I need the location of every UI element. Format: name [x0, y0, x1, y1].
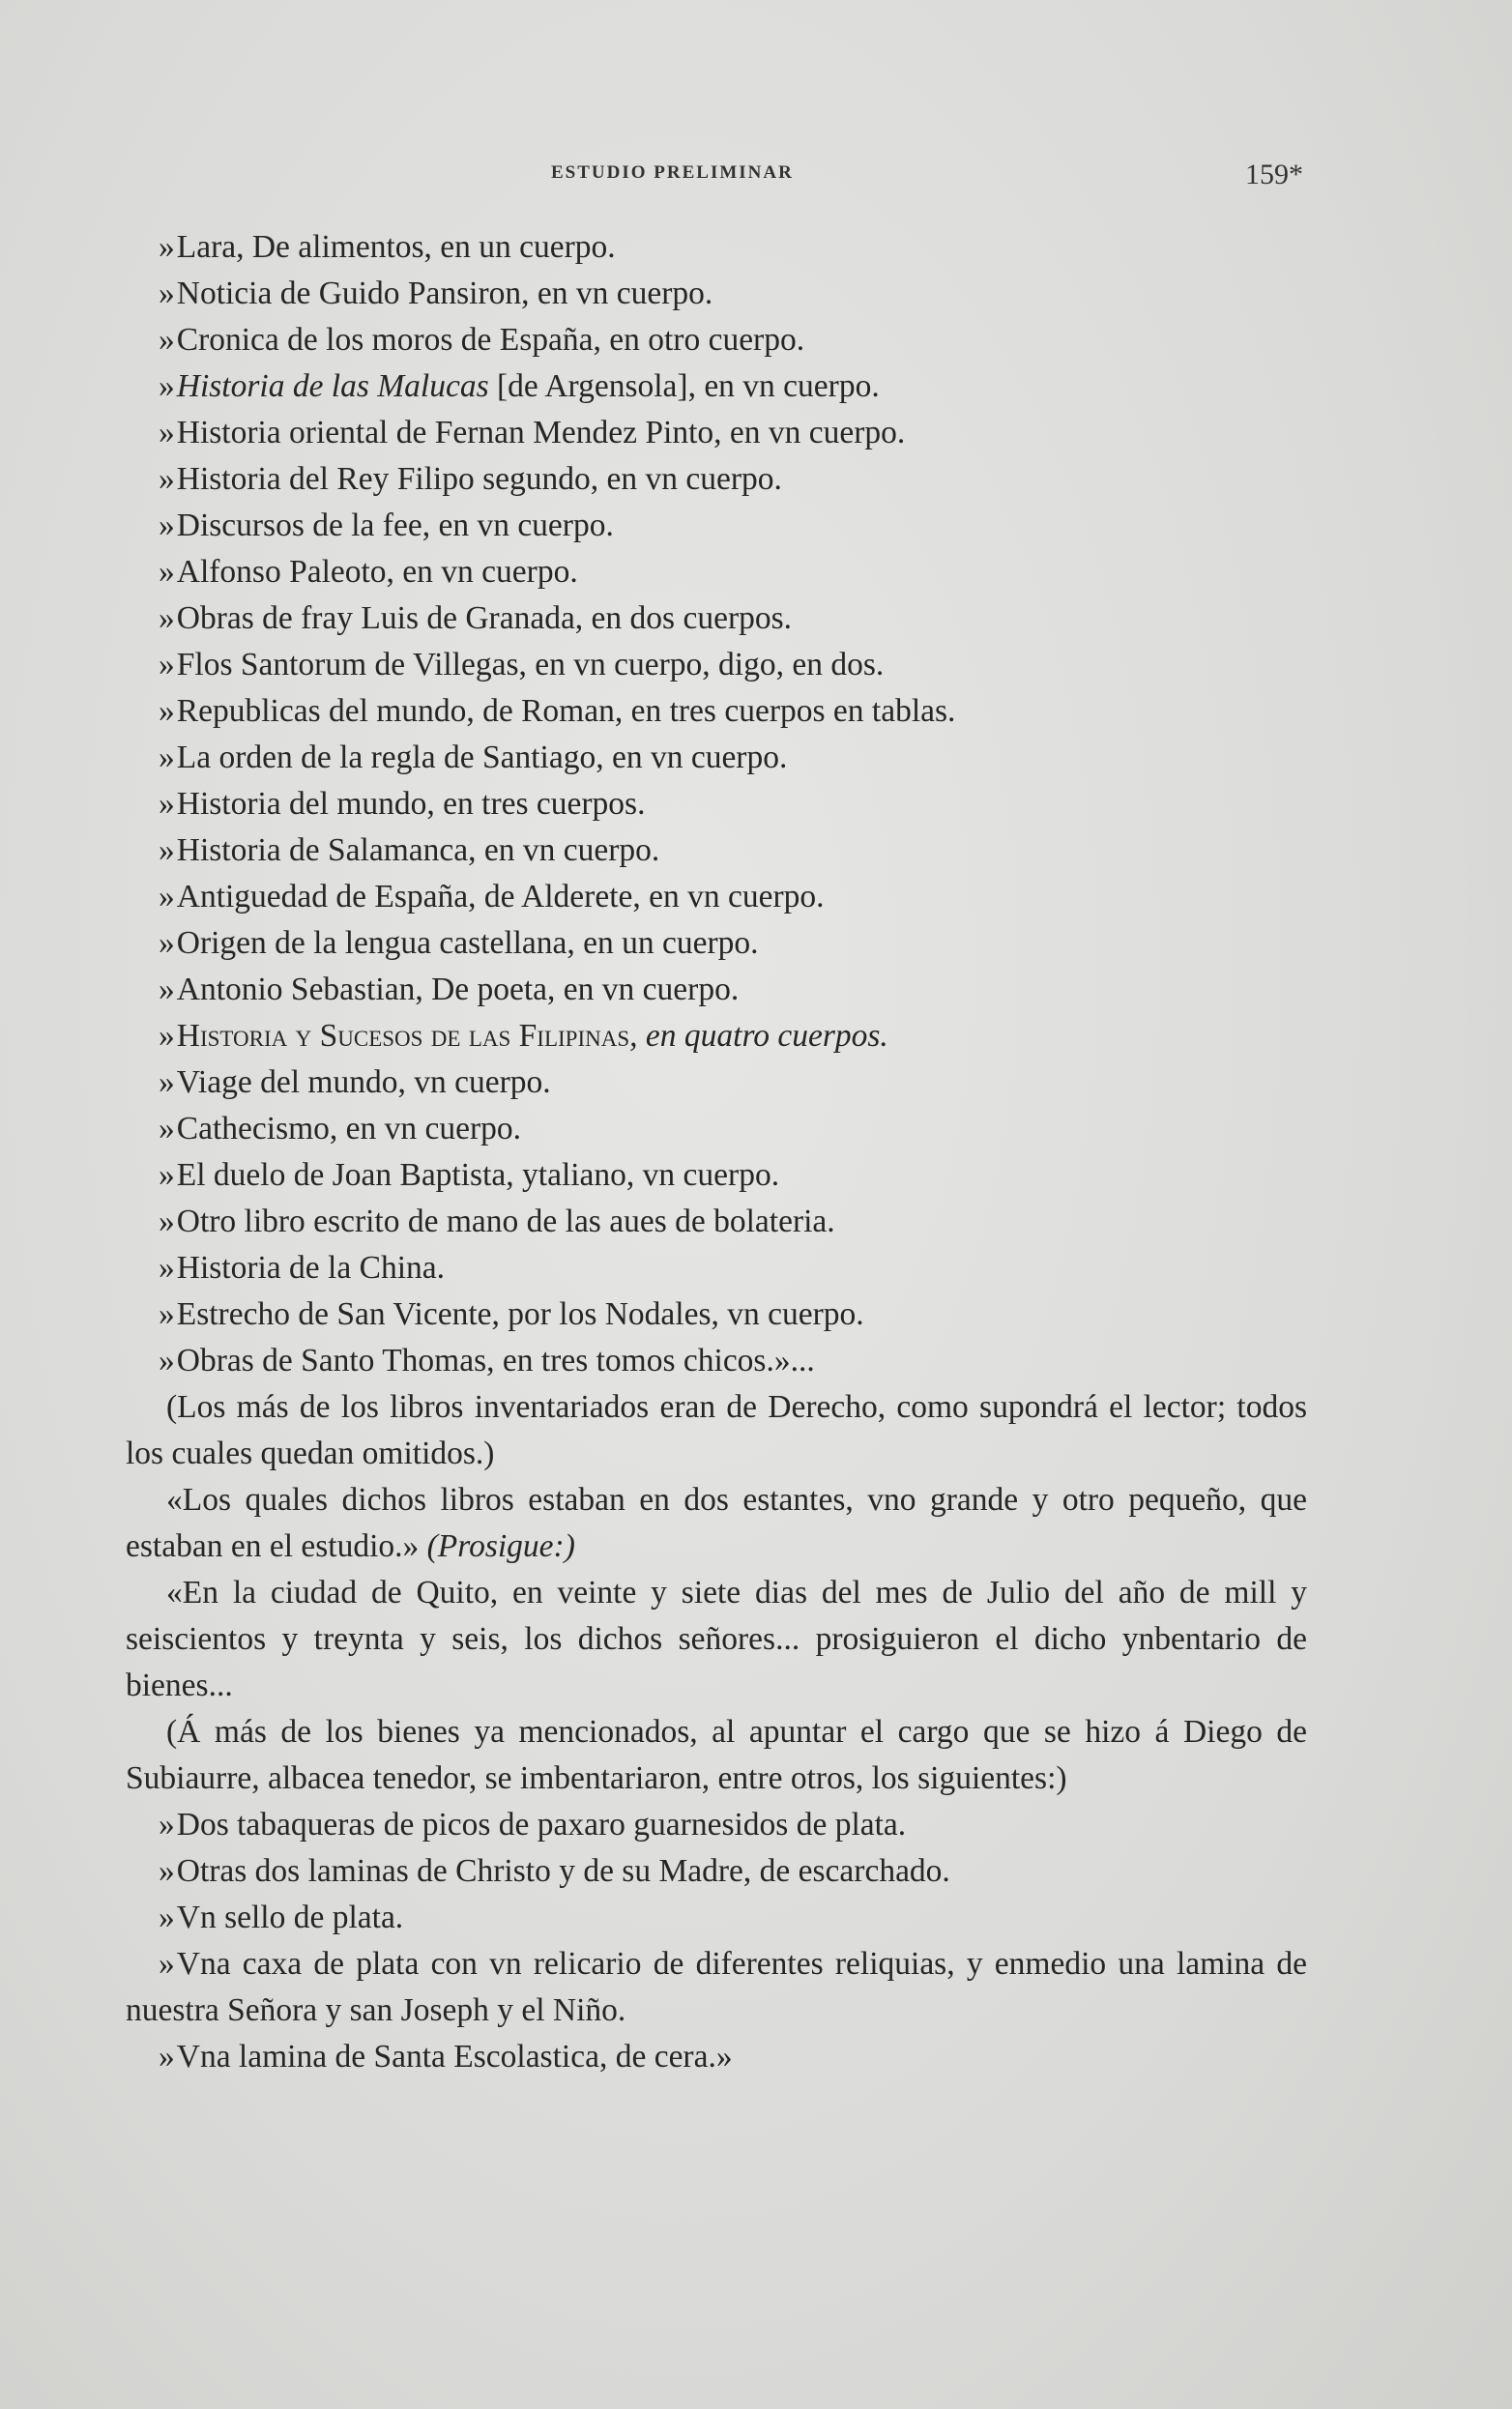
- entry-text: Republicas del mundo, de Roman, en tres cuerpos en tablas.: [176, 693, 956, 729]
- open-quote-mark: »: [159, 1157, 175, 1193]
- entry-text: Antonio Sebastian, De poeta, en vn cuerpo.: [176, 972, 740, 1007]
- page-header: [126, 159, 1324, 201]
- open-quote-mark: »: [159, 1296, 175, 1332]
- inventory-entry: [126, 688, 1307, 735]
- open-quote-mark: »: [159, 1946, 175, 1982]
- entry-text: Obras de fray Luis de Granada, en dos cuerpos.: [176, 600, 793, 636]
- inventory-item: [126, 1848, 1307, 1895]
- open-quote-mark: »: [159, 832, 175, 868]
- entry-text: Obras de Santo Thomas, en tres tomos chicos.»...: [176, 1343, 815, 1379]
- inventory-item: [126, 1941, 1307, 2034]
- quoted-paragraph: «En la ciudad de Quito, en veinte y siete dias del mes de Julio del año de mill y seiscientos y treynta y seis, los dichos señores... prosiguieron el dicho ynbentario de bienes...: [126, 1575, 1307, 1703]
- editor-note: (Los más de los libros inventariados eran de Derecho, como supondrá el lector; todos los cuales quedan omitidos.): [126, 1389, 1307, 1471]
- open-quote-mark: »: [159, 276, 175, 311]
- inventory-entry: [126, 920, 1307, 967]
- open-quote-mark: »: [159, 972, 175, 1007]
- inventory-entry: [126, 271, 1307, 317]
- open-quote-mark: »: [159, 229, 175, 265]
- inventory-entry: [126, 456, 1307, 503]
- entry-text: Cathecismo, en vn cuerpo.: [176, 1111, 522, 1146]
- open-quote-mark: »: [159, 368, 175, 404]
- open-quote-mark: »: [159, 2039, 175, 2075]
- open-quote-mark: »: [159, 1853, 175, 1889]
- entry-text: Noticia de Guido Pansiron, en vn cuerpo.: [176, 276, 713, 311]
- inventory-entry: [126, 781, 1307, 827]
- inventory-entry: [126, 363, 1307, 410]
- open-quote-mark: »: [159, 554, 175, 590]
- inventory-item: [126, 2034, 1307, 2080]
- item-text: Vn sello de plata.: [176, 1900, 404, 1935]
- entry-text: La orden de la regla de Santiago, en vn cuerpo.: [176, 740, 788, 775]
- inventory-item: [126, 1895, 1307, 1941]
- inventory-book-list: [126, 224, 1307, 1384]
- open-quote-mark: »: [159, 1343, 175, 1379]
- entry-text: El duelo de Joan Baptista, ytaliano, vn cuerpo.: [176, 1157, 780, 1193]
- open-quote-mark: »: [159, 1111, 175, 1146]
- entry-text: , en quatro cuerpos.: [629, 1018, 888, 1054]
- open-quote-mark: »: [159, 1018, 175, 1054]
- open-quote-mark: »: [159, 415, 175, 450]
- open-quote-mark: »: [159, 1807, 175, 1843]
- inventory-entry: [126, 1245, 1307, 1292]
- inventory-entry: [126, 735, 1307, 781]
- entry-text: Otro libro escrito de mano de las aues de bolateria.: [176, 1204, 835, 1239]
- entry-text: Historia de la China.: [176, 1250, 445, 1286]
- open-quote-mark: »: [159, 740, 175, 775]
- open-quote-mark: »: [159, 1250, 175, 1286]
- open-quote-mark: »: [159, 693, 175, 729]
- open-quote-mark: »: [159, 508, 175, 543]
- page-number: 159*: [1245, 159, 1303, 190]
- inventory-entry: [126, 1106, 1307, 1152]
- open-quote-mark: »: [159, 1064, 175, 1100]
- inventory-goods-list: [126, 1802, 1307, 2080]
- inventory-entry: [126, 549, 1307, 595]
- inventory-entry: [126, 595, 1307, 642]
- open-quote-mark: »: [159, 1900, 175, 1935]
- entry-text: Viage del mundo, vn cuerpo.: [176, 1064, 551, 1100]
- inventory-entry: [126, 967, 1307, 1013]
- open-quote-mark: »: [159, 461, 175, 497]
- item-text: Vna caxa de plata con vn relicario de diferentes reliquias, y enmedio una lamina de nuestra Señora y san Joseph y el Niño.: [126, 1946, 1307, 2028]
- quoted-paragraph: [126, 1477, 1307, 1570]
- inventory-entry: [126, 1338, 1307, 1384]
- prosigue-note: (Prosigue:): [426, 1528, 575, 1564]
- editor-note: (Á más de los bienes ya mencionados, al apuntar el cargo que se hizo á Diego de Subiaurre, albacea tenedor, se imbentariaron, entre otros, los siguientes:): [126, 1714, 1307, 1796]
- entry-text: Lara, De alimentos, en un cuerpo.: [176, 229, 616, 265]
- entry-title: Historia y Sucesos de las Filipinas: [176, 1018, 630, 1054]
- inventory-entry: [126, 1292, 1307, 1338]
- open-quote-mark: »: [159, 600, 175, 636]
- entry-text: Flos Santorum de Villegas, en vn cuerpo, digo, en dos.: [176, 647, 885, 682]
- open-quote-mark: »: [159, 647, 175, 682]
- inventory-entry: [126, 874, 1307, 920]
- page-body: [126, 224, 1307, 2080]
- inventory-entry: [126, 642, 1307, 688]
- inventory-entry: [126, 317, 1307, 363]
- open-quote-mark: »: [159, 925, 175, 961]
- entry-text: Historia del Rey Filipo segundo, en vn cuerpo.: [176, 461, 782, 497]
- open-quote-mark: »: [159, 879, 175, 914]
- item-text: Dos tabaqueras de picos de paxaro guarnesidos de plata.: [176, 1807, 907, 1843]
- inventory-entry: [126, 224, 1307, 271]
- quoted-text: «Los quales dichos libros estaban en dos estantes, vno grande y otro pequeño, que estaban en el estudio.»: [126, 1482, 1307, 1564]
- inventory-entry: [126, 1152, 1307, 1199]
- inventory-entry: [126, 1199, 1307, 1245]
- entry-text: Historia oriental de Fernan Mendez Pinto, en vn cuerpo.: [176, 415, 906, 450]
- entry-text: Cronica de los moros de España, en otro cuerpo.: [176, 322, 805, 358]
- inventory-entry: [126, 503, 1307, 549]
- inventory-entry: [126, 1059, 1307, 1106]
- inventory-entry: [126, 1013, 1307, 1059]
- entry-title: Historia de las Malucas: [176, 368, 489, 404]
- running-head: ESTUDIO PRELIMINAR: [551, 162, 794, 183]
- entry-text: Historia del mundo, en tres cuerpos.: [176, 786, 646, 822]
- entry-text: Antiguedad de España, de Alderete, en vn cuerpo.: [176, 879, 825, 914]
- entry-text: Estrecho de San Vicente, por los Nodales, vn cuerpo.: [176, 1296, 864, 1332]
- inventory-entry: [126, 410, 1307, 456]
- entry-text: Alfonso Paleoto, en vn cuerpo.: [176, 554, 578, 590]
- inventory-entry: [126, 827, 1307, 874]
- item-text: Otras dos laminas de Christo y de su Madre, de escarchado.: [176, 1853, 950, 1889]
- open-quote-mark: »: [159, 786, 175, 822]
- entry-text: [de Argensola], en vn cuerpo.: [488, 368, 880, 404]
- entry-text: Origen de la lengua castellana, en un cuerpo.: [176, 925, 759, 961]
- entry-text: Historia de Salamanca, en vn cuerpo.: [176, 832, 660, 868]
- open-quote-mark: »: [159, 322, 175, 358]
- item-text: Vna lamina de Santa Escolastica, de cera.»: [176, 2039, 733, 2075]
- open-quote-mark: »: [159, 1204, 175, 1239]
- entry-text: Discursos de la fee, en vn cuerpo.: [176, 508, 614, 543]
- inventory-item: [126, 1802, 1307, 1848]
